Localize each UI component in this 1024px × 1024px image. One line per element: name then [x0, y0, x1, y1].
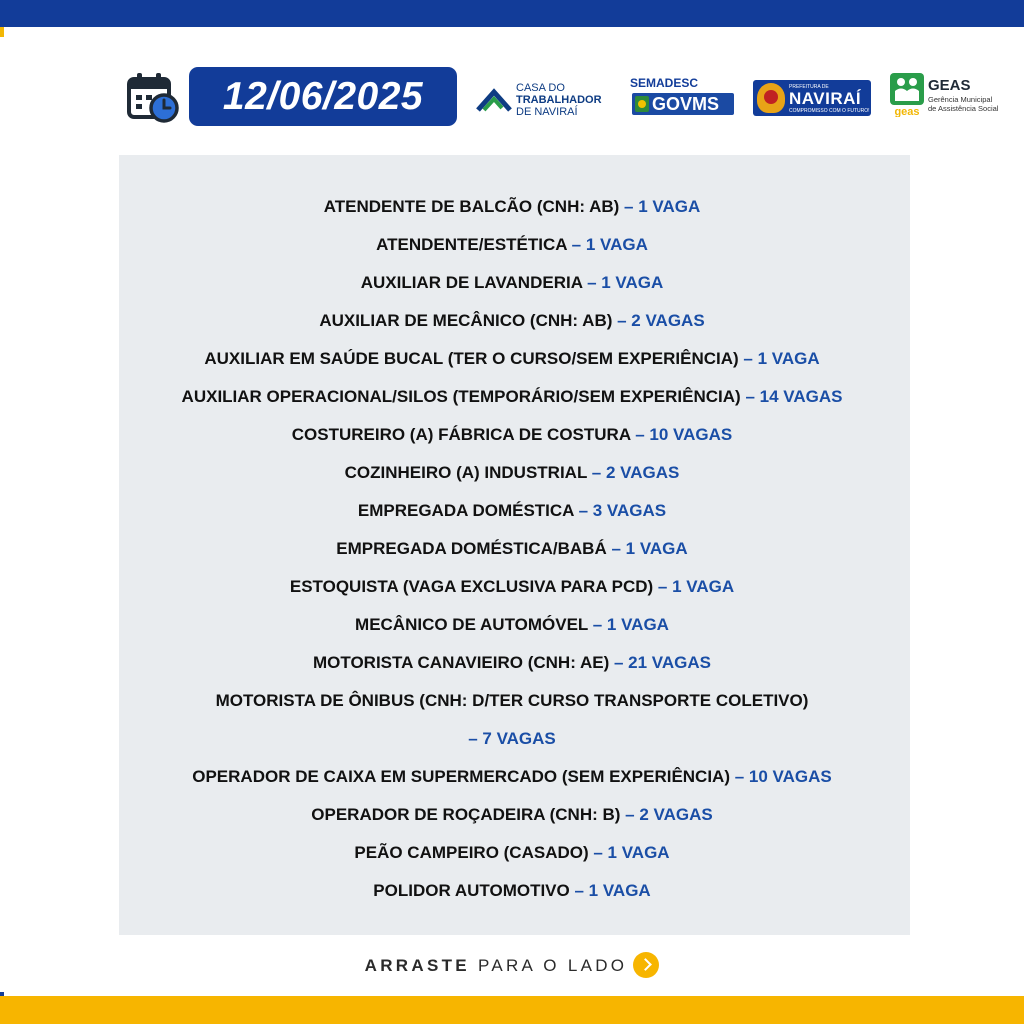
job-row: PEÃO CAMPEIRO (CASADO) – 1 VAGA [354, 843, 670, 862]
semadesc-govms-logo: SEMADESC GOVMS [630, 76, 734, 120]
job-row: EMPREGADA DOMÉSTICA/BABÁ – 1 VAGA [336, 539, 688, 558]
job-row: MECÂNICO DE AUTOMÓVEL – 1 VAGA [355, 615, 669, 634]
job-row: AUXILIAR EM SAÚDE BUCAL (TER O CURSO/SEM EXPERIÊNCIA) – 1 VAGA [204, 349, 820, 368]
job-row: OPERADOR DE ROÇADEIRA (CNH: B) – 2 VAGAS [311, 805, 713, 824]
navirai-crest-icon [757, 83, 785, 113]
job-row: ATENDENTE DE BALCÃO (CNH: AB) – 1 VAGA [323, 197, 701, 216]
prefeitura-navirai-logo: PREFEITURA DE NAVIRAÍ COMPROMISSO COM O FUTURO! [753, 80, 871, 116]
casa-roof-icon [476, 86, 512, 114]
job-row: AUXILIAR DE LAVANDERIA – 1 VAGA [360, 273, 664, 292]
geas-people-icon [890, 73, 924, 117]
date-badge: 12/06/2025 [189, 67, 457, 126]
job-row: AUXILIAR DE MECÂNICO (CNH: AB) – 2 VAGAS [319, 311, 705, 330]
job-row: ATENDENTE/ESTÉTICA – 1 VAGA [376, 235, 648, 254]
svg-text:geas: geas [894, 106, 920, 117]
chevron-right-icon[interactable] [633, 952, 659, 978]
job-row: POLIDOR AUTOMOTIVO – 1 VAGA [373, 881, 651, 900]
swipe-hint[interactable]: ARRASTE PARA O LADO [0, 951, 1024, 981]
job-row: MOTORISTA DE ÔNIBUS (CNH: D/TER CURSO TRANSPORTE COLETIVO) [215, 691, 809, 710]
job-row: MOTORISTA CANAVIEIRO (CNH: AE) – 21 VAGAS [313, 653, 711, 672]
job-row: COSTUREIRO (A) FÁBRICA DE COSTURA – 10 VAGAS [291, 425, 733, 444]
ms-flag-icon [635, 96, 649, 112]
job-row: AUXILIAR OPERACIONAL/SILOS (TEMPORÁRIO/SEM EXPERIÊNCIA) – 14 VAGAS [181, 387, 843, 406]
calendar-clock-icon [126, 70, 180, 124]
job-row: OPERADOR DE CAIXA EM SUPERMERCADO (SEM EXPERIÊNCIA) – 10 VAGAS [192, 767, 832, 786]
job-row: COZINHEIRO (A) INDUSTRIAL – 2 VAGAS [344, 463, 680, 482]
job-list [0, 188, 1024, 910]
top-bar [0, 0, 1024, 27]
job-row: ESTOQUISTA (VAGA EXCLUSIVA PARA PCD) – 1 VAGA [289, 577, 735, 596]
bottom-bar [0, 996, 1024, 1024]
geas-logo: geas GEAS Gerência Municipal de Assistência Social [890, 73, 1010, 119]
casa-do-trabalhador-logo: CASA DO TRABALHADOR DE NAVIRAÍ [476, 80, 611, 120]
job-row: EMPREGADA DOMÉSTICA – 3 VAGAS [357, 501, 667, 520]
job-row: – 7 VAGAS [468, 729, 556, 748]
